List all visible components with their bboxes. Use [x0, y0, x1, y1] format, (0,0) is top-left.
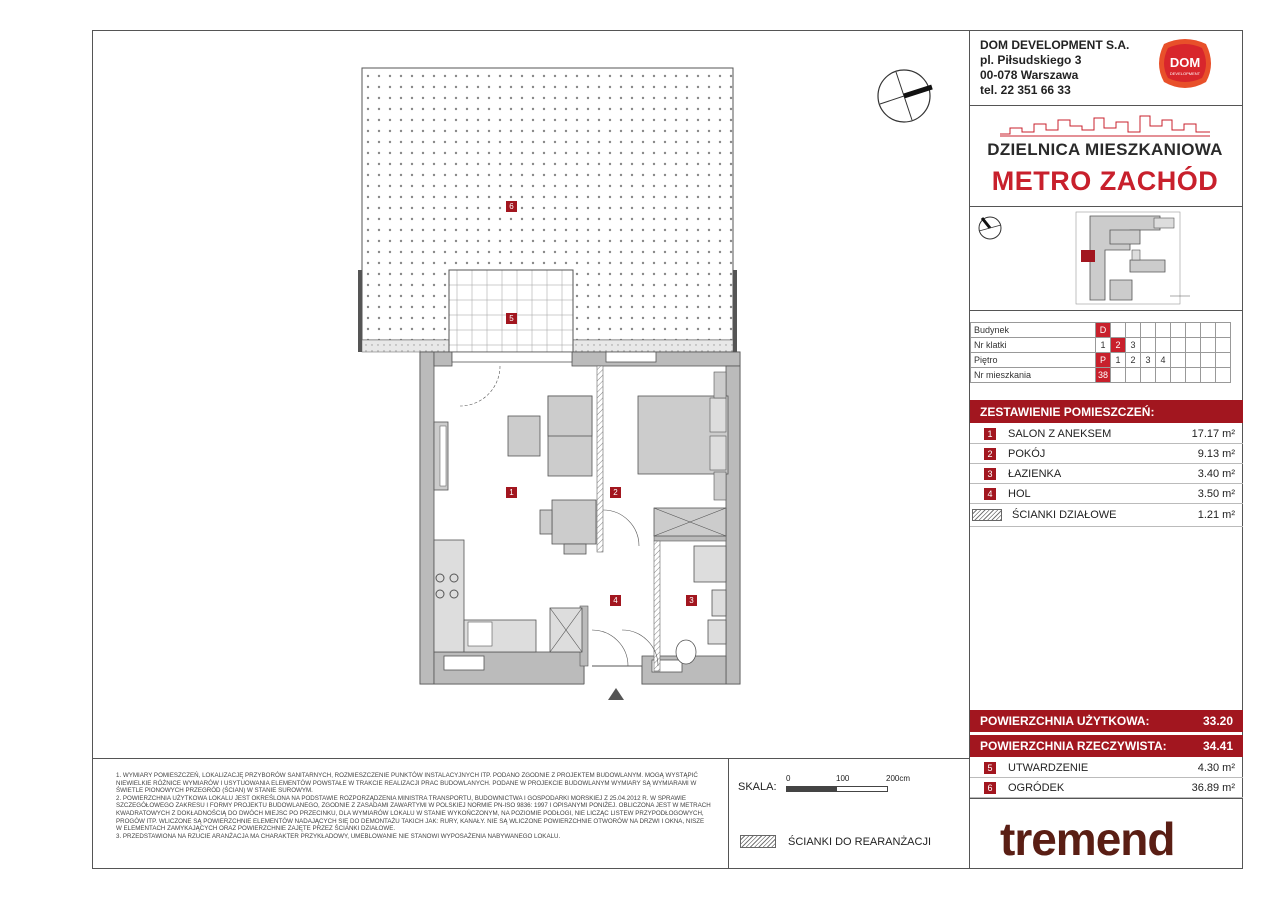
floor-plan: [352, 60, 762, 700]
info-cell: [1201, 353, 1216, 368]
room-number: 6: [984, 782, 996, 794]
room-number: 4: [984, 488, 996, 500]
company-address: pl. Piłsudskiego 3: [980, 53, 1082, 67]
extra-row: [970, 758, 1243, 778]
info-row-staircase: [971, 338, 1231, 353]
plan-tag-hall: 4: [610, 595, 621, 606]
tremend-logo: tremend: [1000, 813, 1175, 865]
room-name: SALON Z ANEKSEM: [1008, 427, 1112, 440]
info-cell: [1201, 368, 1216, 383]
info-cell: [1111, 368, 1126, 383]
info-cell: [1156, 338, 1171, 353]
divider: [969, 105, 1243, 106]
note: 3. PRZEDSTAWIONA NA RZUCIE ARANŻACJA MA CHARAKTER PRZYKŁADOWY, UMEBLOWANIE NIE STANOWI WYPOSAŻENIA NABYWANEGO LOKALU.: [116, 832, 561, 840]
info-row-floor: [971, 353, 1231, 368]
company-phone: tel. 22 351 66 33: [980, 83, 1071, 97]
info-cell: [1186, 368, 1201, 383]
scale-segment: [836, 786, 888, 792]
divider: [728, 758, 729, 869]
info-cell: D: [1096, 323, 1111, 338]
compass-icon: [874, 66, 936, 128]
info-cell: [1216, 353, 1231, 368]
summary-title-bar: [970, 400, 1243, 423]
walls-row: [970, 504, 1243, 527]
hatch-swatch: [740, 835, 776, 848]
brand-line-2: METRO ZACHÓD: [991, 166, 1219, 196]
room-row: [970, 424, 1243, 444]
room-row: [970, 464, 1243, 484]
info-label: Budynek: [971, 323, 1096, 338]
room-name: HOL: [1008, 487, 1031, 500]
plan-tag-bedroom: 2: [610, 487, 621, 498]
info-cell: [1171, 353, 1186, 368]
apartment-info-table: [970, 322, 1231, 383]
info-label: Piętro: [971, 353, 1096, 368]
room-area: 9.13 m²: [1197, 447, 1235, 460]
info-cell: 2: [1111, 338, 1126, 353]
skyline-graphic: [1000, 112, 1210, 138]
room-number: 5: [984, 762, 996, 774]
info-cell: [1216, 323, 1231, 338]
plan-tag-living: 1: [506, 487, 517, 498]
scale-segment: [786, 786, 838, 792]
info-cell: 1: [1111, 353, 1126, 368]
site-plan-map: [1070, 210, 1192, 306]
info-cell: [1171, 323, 1186, 338]
small-compass-icon: [976, 214, 1004, 242]
actual-area-label: POWIERZCHNIA RZECZYWISTA:: [980, 739, 1167, 753]
info-row-apartment: [971, 368, 1231, 383]
info-cell: [1141, 368, 1156, 383]
entrance-arrow-icon: [608, 688, 624, 700]
room-number: 1: [984, 428, 996, 440]
info-cell: 2: [1126, 353, 1141, 368]
plan-tag-terrace: 5: [506, 313, 517, 324]
info-cell: 3: [1126, 338, 1141, 353]
room-area: 36.89 m²: [1191, 781, 1235, 794]
extras-list: [970, 758, 1243, 798]
info-cell: [1156, 368, 1171, 383]
scale-label: SKALA:: [738, 781, 777, 793]
logo-text: DOM: [1169, 55, 1201, 70]
divider: [969, 798, 1243, 799]
room-area: 3.40 m²: [1197, 467, 1235, 480]
info-cell: [1201, 323, 1216, 338]
room-name: OGRÓDEK: [1008, 781, 1065, 794]
plan-tag-garden: 6: [506, 201, 517, 212]
info-cell: [1216, 368, 1231, 383]
info-cell: [1156, 323, 1171, 338]
info-cell: [1111, 323, 1126, 338]
summary-title: ZESTAWIENIE POMIESZCZEŃ:: [980, 404, 1155, 419]
info-cell: [1141, 323, 1156, 338]
info-cell: [1126, 323, 1141, 338]
notes: [116, 772, 711, 840]
room-number: 2: [984, 448, 996, 460]
scale-tick: 0: [786, 774, 791, 783]
legend-label: ŚCIANKI DO REARANŻACJI: [788, 835, 932, 848]
brand-line-1: DZIELNICA MIESZKANIOWA: [987, 140, 1223, 159]
info-cell: [1171, 338, 1186, 353]
divider: [969, 310, 1243, 311]
info-cell: [1141, 338, 1156, 353]
scale-tick: 200cm: [886, 774, 911, 783]
note: 2. POWIERZCHNIA UŻYTKOWA LOKALU JEST OKREŚLONA NA PODSTAWIE ROZPORZĄDZENIA MINISTRA TRANSPORTU, BUDOWNICTWA I GOSPODARKI MORSKIEJ Z 25.04.2012 R. W SPRAWIE SZCZEGÓŁOWEGO ZAKRESU I FORMY PROJEKTU BUDOWLANEGO, ZGODNIE Z ZASADAMI ZAWARTYMI W POLSKIEJ NORMIE PN-ISO 9836: 1997 I OPISANYMI PONIŻEJ. OBLICZONA JEST W METRACH KWADRATOWYCH Z DOKŁADNOŚCIĄ DO DWÓCH MIEJSC PO PRZECINKU, DLA WYMIARÓW LOKALU W STANIE WYKOŃCZONYM, NA POZIOMIE PODŁOGI, NIE LICZĄC LISTEW PRZYPODŁOGOWYCH, PROGÓW ITP. WLICZONE SĄ POWIERZCHNIE ELEMENTÓW NADAJĄCYCH SIĘ DO DEMONTAŻU TAKICH JAK: RURY, KANAŁY. NIE SĄ WLICZONE POWIERZCHNIE OTWORÓW NA DRZWI I OKNA, NISZE W ELEMENTACH ZAMYKAJĄCYCH ORAZ POWIERZCHNIE ZAJĘTE PRZEZ ŚCIANKI DZIAŁOWE.: [116, 794, 711, 833]
room-row: [970, 444, 1243, 464]
usable-area-value: 33.20: [1202, 714, 1233, 728]
scale-tick: 100: [836, 774, 850, 783]
info-cell: [1186, 353, 1201, 368]
info-cell: 38: [1096, 368, 1111, 383]
room-row: [970, 484, 1243, 504]
rearrangement-legend: [738, 835, 931, 848]
divider: [969, 206, 1243, 207]
room-area: 3.50 m²: [1197, 487, 1235, 500]
info-label: Nr mieszkania: [971, 368, 1096, 383]
plan-tag-bathroom: 3: [686, 595, 697, 606]
info-cell: P: [1096, 353, 1111, 368]
extra-row: [970, 778, 1243, 798]
company-name: DOM DEVELOPMENT S.A.: [980, 38, 1130, 52]
room-area: 4.30 m²: [1197, 761, 1235, 774]
logo-subtext: DEVELOPMENT: [1169, 71, 1201, 76]
info-cell: [1126, 368, 1141, 383]
info-label: Nr klatki: [971, 338, 1096, 353]
info-cell: [1201, 338, 1216, 353]
company-info: [980, 38, 1129, 98]
room-name: POKÓJ: [1008, 447, 1046, 460]
room-name: UTWARDZENIE: [1008, 761, 1089, 774]
info-cell: 1: [1096, 338, 1111, 353]
actual-area-bar: [970, 735, 1243, 757]
info-cell: [1171, 368, 1186, 383]
room-area: 1.21 m²: [1197, 509, 1235, 521]
company-city: 00-078 Warszawa: [980, 68, 1079, 82]
usable-area-label: POWIERZCHNIA UŻYTKOWA:: [980, 714, 1150, 728]
usable-area-bar: [970, 710, 1243, 732]
info-cell: 3: [1141, 353, 1156, 368]
note: 1. WYMIARY POMIESZCZEŃ, LOKALIZACJĘ PRZYBORÓW SANITARNYCH, ROZMIESZCZENIE PUNKTÓW INSTALACYJNYCH ITP. PODANO ZGODNIE Z PROJEKTEM BUDOWLANYM. MOGĄ WYSTĄPIĆ NIEWIELKIE RÓŻNICE WYMIARÓW I USYTUOWANIA ELEMENTÓW POWSTAŁE W TRAKCIE REALIZACJI PRAC BUDOWLANYCH. PODANE W PROJEKCIE BUDOWLANYM WYMIARY SĄ WYMIARAMI W ŚWIETLE PIONOWYCH PRZEGRÓD (ŚCIAN) W STANIE SUROWYM.: [116, 772, 698, 795]
room-list: [970, 424, 1243, 527]
room-number: 3: [984, 468, 996, 480]
actual-area-value: 34.41: [1202, 739, 1233, 753]
divider: [92, 758, 969, 759]
room-area: 17.17 m²: [1191, 427, 1235, 440]
info-row-building: [971, 323, 1231, 338]
dom-development-logo: [1156, 38, 1214, 90]
info-cell: [1216, 338, 1231, 353]
room-name: ŁAZIENKA: [1008, 467, 1062, 480]
room-name: ŚCIANKI DZIAŁOWE: [1012, 509, 1117, 521]
info-cell: [1186, 338, 1201, 353]
hatch-swatch: [972, 509, 1002, 521]
info-cell: 4: [1156, 353, 1171, 368]
info-cell: [1186, 323, 1201, 338]
